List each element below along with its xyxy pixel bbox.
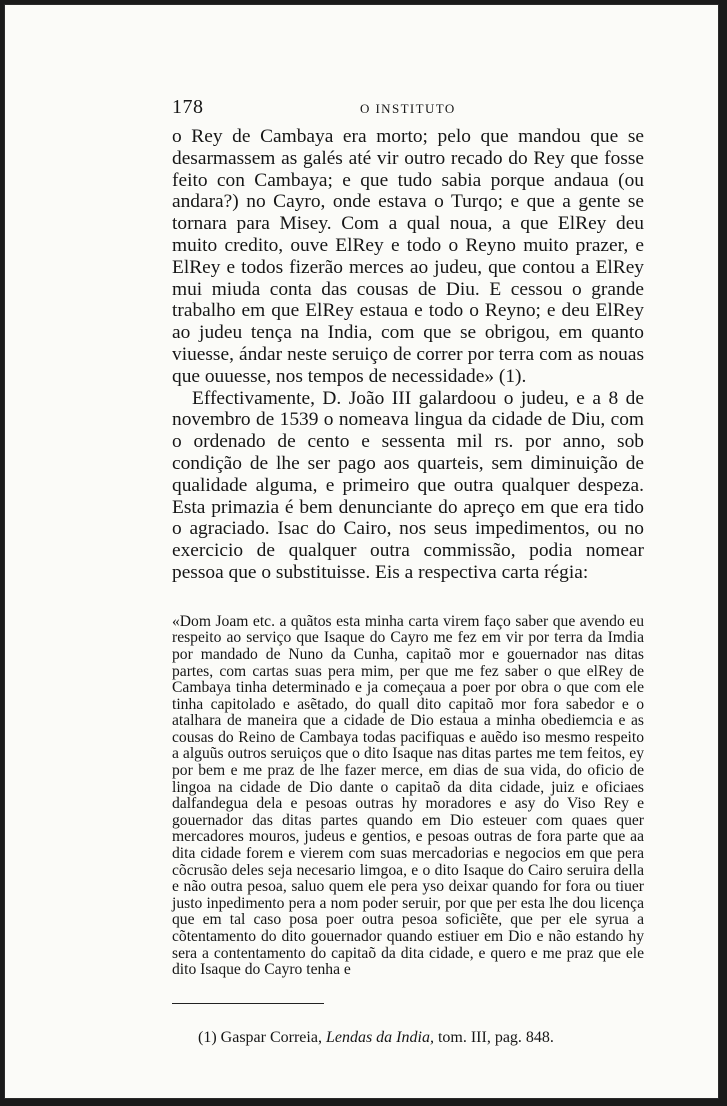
- quote-text: «Dom Joam etc. a quãtos esta minha carta virem faço saber que avendo eu respeito ao serviço que Isaque do Cayro me fez em vir por terra da Imdia por mandado de Nuno da Cunha, capitaõ mor e gouernador nas ditas partes, com cartas suas pera mim, per que me fez saber o que elRey de Cambaya tinha determinado e ja começaua a poer por obra o que com ele tinha capitolado e asẽtado, do quall dito capitaõ mor fora sabedor e o atalhara de maneira que a cidade de Dio estaua a minha obediemcia e as cousas do Reino de Cambaya todas pacifiquas e auẽdo iso mesmo respeito a alguũs outros seruiços que o dito Isaque nas ditas partes me tem feitos, ey por bem e me praz de lhe fazer merce, em dias de sua vida, do oficio de lingoa na cidade de Dio dante o capitaõ da dita cidade, juiz e oficiaes dalfandegua dela e pesoas outras hy moradores e asy do Viso Rey e gouernador das ditas partes quando em Dio esteuer com quaes quer mercadores mouros, judeus e gentios, e pesoas outras de fora parte que aa dita cidade forem e vierem com suas mercadorias e negocios em que pera cõcrusão deles seja necesario limgoa, e o dito Isaque do Cairo seruira della e não outra pesoa, saluo quem ele pera yso deixar quando for fora ou tiuer justo inpedimento pera a nom poder seruir, por que per esta lhe dou licença que em tal caso posa poer outra pesoa soficiẽte, que per ele syrua a cõtentamento do dito gouernador quando estiuer em Dio e não estando hy sera a contentamento do capitaõ da dita cidade, e quero e me praz que ele dito Isaque do Cayro tenha e: [172, 612, 644, 979]
- scanned-page: [4, 4, 719, 1099]
- footnote-reference: tom. III, pag. 848.: [437, 1028, 554, 1046]
- footnote-marker: (1): [198, 1028, 217, 1046]
- body-paragraph-2: Effectivamente, D. João III galardoou o judeu, e a 8 de novembro de 1539 o nomeava lingua da cidade de Diu, com o ordenado de cento e sessenta mil rs. por anno, sob condição de lhe ser pago aos quarteis, sem diminuição de qualidade alguma, e primeiro que outra qualquer despeza. Esta primazia é bem denunciante do apreço em que era tido o agraciado. Isac do Cairo, nos seus impedimentos, ou no exercicio de qualquer outra commissão, podia nomear pessoa que o substituisse. Eis a respectiva carta régia:: [172, 387, 644, 583]
- main-text: [172, 126, 644, 584]
- footnote-rule: [172, 1003, 324, 1004]
- footnote: [172, 1029, 644, 1047]
- footnote-work-title: Lendas da India,: [325, 1028, 434, 1046]
- page-number: 178: [172, 96, 204, 118]
- footnote-author: Gaspar Correia,: [220, 1028, 322, 1046]
- page-header: [172, 96, 644, 126]
- running-head: O INSTITUTO: [360, 101, 456, 116]
- quoted-document: [172, 614, 644, 979]
- body-paragraph-1: o Rey de Cambaya era morto; pelo que mandou que se desarmassem as galés até vir outro recado do Rey que fosse feito con Cambaya; e que tudo sabia porque andaua (ou andara?) no Cayro, onde estava o Turqo; e que a gente se tornara para Misey. Com a qual noua, a que ElRey deu muito credito, ouve ElRey e todo o Reyno muito prazer, e ElRey e todos fizerão merces ao judeu, que contou a ElRey mui miuda conta das cousas de Diu. E cessou o grande trabalho em que ElRey estaua e todo o Reyno; e deu ElRey ao judeu tença na India, com que se obrigou, em quanto viuesse, ándar neste seruiço de correr por terra com as nouas que ouuesse, nos tempos de necessidade» (1).: [172, 126, 644, 387]
- page-content: [172, 96, 644, 1047]
